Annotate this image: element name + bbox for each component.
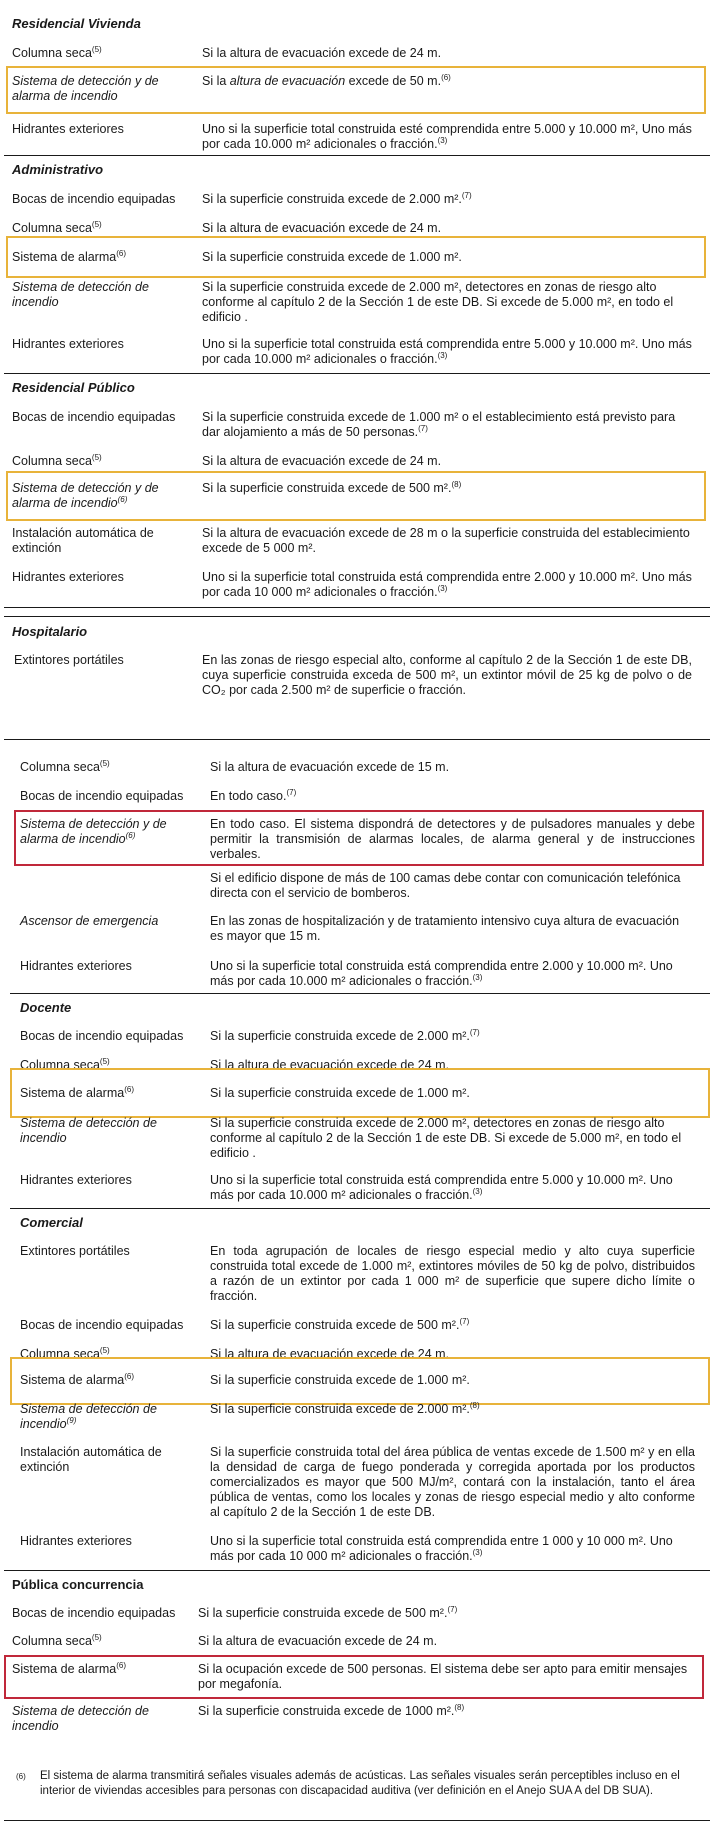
row-label-columna-seca: Columna seca$^{(5)}$: [20, 1346, 110, 1361]
divider: [4, 373, 710, 374]
row-desc-hidrantes: Uno si la superficie total construida esté comprendida entre 5.000 y 10.000 m², Uno más por cada 10.000 m² adicionales o fracción.$^{(3)}$: [202, 122, 692, 151]
row-label-bocas: Bocas de incendio equipadas: [12, 192, 176, 206]
row-desc-sistema-alarma: Si la superficie construida excede de 1.000 m².: [202, 250, 462, 264]
row-label-sistema-deteccion: Sistema de detección de incendio: [12, 1704, 149, 1733]
row-label-sistema-deteccion: Sistema de detección y de alarma de incendio$^{(6)}$: [20, 817, 167, 846]
row-desc-bocas: En todo caso.$^{(7)}$: [210, 788, 297, 803]
row-label-hidrantes: Hidrantes exteriores: [12, 122, 124, 136]
row-desc-comunicacion: Si el edificio dispone de más de 100 camas debe contar con comunicación telefónica directa con el servicio de bomberos.: [210, 871, 681, 900]
row-label-bocas: Bocas de incendio equipadas: [12, 410, 176, 424]
row-desc-sistema-deteccion: Si la superficie construida excede de 500 m².$^{(8)}$: [202, 480, 462, 495]
row-label-hidrantes: Hidrantes exteriores: [20, 1173, 132, 1187]
divider: [4, 616, 710, 617]
row-desc-sistema-alarma: Si la superficie construida excede de 1.000 m².: [210, 1086, 470, 1100]
footnote-text: El sistema de alarma transmitirá señales visuales además de acústicas. Las señales visuales serán perceptibles incluso en el interior de viviendas accesibles para personas con discapacidad auditiva (ver definición en el Anejo SUA A del DB SUA).: [40, 1770, 680, 1797]
divider: [4, 607, 710, 608]
row-label-sistema-alarma: Sistema de alarma$^{(6)}$: [12, 1661, 126, 1676]
row-desc-columna-seca: Si la altura de evacuación excede de 24 m.: [202, 221, 442, 235]
section-title-hospitalario: Hospitalario: [12, 624, 88, 639]
row-label-hidrantes: Hidrantes exteriores: [12, 570, 124, 584]
divider: [10, 1208, 710, 1209]
row-label-columna-seca: Columna seca$^{(5)}$: [20, 1057, 110, 1072]
row-desc-sistema-deteccion: Si la superficie construida excede de 1000 m².$^{(8)}$: [198, 1703, 465, 1718]
row-label-columna-seca: Columna seca$^{(5)}$: [20, 759, 110, 774]
row-label-instalacion-automatica: Instalación automática de extinción: [20, 1445, 162, 1474]
section-title-residencial-vivienda: Residencial Vivienda: [12, 16, 141, 31]
row-label-columna-seca: Columna seca$^{(5)}$: [12, 220, 102, 235]
row-label-sistema-alarma: Sistema de alarma$^{(6)}$: [12, 249, 126, 264]
row-desc-ascensor: En las zonas de hospitalización y de tratamiento intensivo cuya altura de evacuación es mayor que 15 m.: [210, 914, 680, 943]
row-label-sistema-alarma: Sistema de alarma$^{(6)}$: [20, 1372, 134, 1387]
section-title-docente: Docente: [20, 1000, 72, 1015]
row-desc-hidrantes: Uno si la superficie total construida está comprendida entre 5.000 y 10.000 m². Uno más por cada 10.000 m² adicionales o fracción.$^{(3)}$: [202, 337, 692, 366]
row-label-sistema-deteccion: Sistema de detección de incendio$^{(9)}$: [20, 1402, 157, 1431]
row-desc-sistema-alarma: Si la ocupación excede de 500 personas. El sistema debe ser apto para emitir mensajes por megafonía.: [198, 1662, 688, 1691]
row-desc-hidrantes: Uno si la superficie total construida está comprendida entre 2.000 y 10.000 m². Uno más por cada 10 000 m² adicionales o fracción.$^{(3)}$: [202, 570, 692, 599]
row-label-sistema-deteccion: Sistema de detección y de alarma de incendio$^{(6)}$: [12, 481, 159, 510]
row-desc-hidrantes: Uno si la superficie total construida está comprendida entre 1 000 y 10 000 m². Uno más por cada 10 000 m² adicionales o fracción.$^{(3)}$: [210, 1534, 673, 1563]
row-label-extintores: Extintores portátiles: [14, 653, 124, 667]
row-desc-columna-seca: Si la altura de evacuación excede de 24 m.: [210, 1058, 450, 1072]
row-desc-sistema-deteccion: En todo caso. El sistema dispondrá de detectores y de pulsadores manuales y debe permitir la transmisión de alarmas locales, de alarma general y de instrucciones verbales.: [210, 817, 695, 861]
row-desc-bocas: Si la superficie construida excede de 1.000 m² o el establecimiento está previsto para dar alojamiento a más de 50 personas.$^{(7)}$: [202, 410, 676, 439]
row-desc-columna-seca: Si la altura de evacuación excede de 24 m.: [202, 454, 442, 468]
row-desc-sistema-alarma: Si la superficie construida excede de 1.000 m².: [210, 1373, 470, 1387]
row-label-instalacion-automatica: Instalación automática de extinción: [12, 526, 154, 555]
row-desc-columna-seca: Si la altura de evacuación excede de 24 m.: [202, 46, 442, 60]
row-desc-sistema-deteccion: Si la altura de evacuación excede de 50 m.$^{(6)}$: [202, 73, 451, 88]
row-desc-columna-seca: Si la altura de evacuación excede de 24 m.: [198, 1634, 438, 1648]
row-label-bocas: Bocas de incendio equipadas: [20, 1318, 184, 1332]
row-desc-bocas: Si la superficie construida excede de 2.000 m².$^{(7)}$: [210, 1028, 480, 1043]
row-label-hidrantes: Hidrantes exteriores: [12, 337, 124, 351]
row-desc-bocas: Si la superficie construida excede de 500 m².$^{(7)}$: [198, 1605, 458, 1620]
section-title-publica-concurrencia: Pública concurrencia: [12, 1577, 144, 1592]
row-desc-extintores: En toda agrupación de locales de riesgo especial medio y alto cuya superficie construida total excede de 1.000 m², extintores móviles de 50 kg de polvo, distribuidos a razón de un extintor por cada 1 000 m² de superficie que supere dicho límite o fracción.: [210, 1244, 695, 1303]
row-desc-hidrantes: Uno si la superficie total construida está comprendida entre 2.000 y 10.000 m². Uno más por cada 10.000 m² adicionales o fracción.$^{(3)}$: [210, 959, 673, 988]
divider: [4, 155, 710, 156]
row-desc-bocas: Si la superficie construida excede de 500 m².$^{(7)}$: [210, 1317, 470, 1332]
row-desc-instalacion-automatica: Si la altura de evacuación excede de 28 m o la superficie construida del establecimiento excede de 5 000 m².: [202, 526, 690, 555]
footnote-number: (6): [16, 1772, 26, 1781]
row-label-bocas: Bocas de incendio equipadas: [12, 1606, 176, 1620]
section-title-administrativo: Administrativo: [12, 162, 104, 177]
row-label-extintores: Extintores portátiles: [20, 1244, 130, 1258]
row-label-hidrantes: Hidrantes exteriores: [20, 959, 132, 973]
row-desc-columna-seca: Si la altura de evacuación excede de 15 m.: [210, 760, 450, 774]
row-desc-sistema-deteccion: Si la superficie construida excede de 2.000 m².$^{(8)}$: [210, 1401, 480, 1416]
row-desc-bocas: Si la superficie construida excede de 2.000 m².$^{(7)}$: [202, 191, 472, 206]
row-label-ascensor: Ascensor de emergencia: [20, 914, 159, 928]
row-desc-instalacion-automatica: Si la superficie construida total del área pública de ventas excede de 1.500 m² y en ella la densidad de carga de fuego ponderada y corregida aportada por los productos comercializados es mayor que 500 MJ/m², contará con la instalación, tanto el área pública de ventas, como los locales y zonas de riesgo especial medio y alto conforme al capítulo 2 de la Sección 1 de este DB.: [210, 1445, 695, 1519]
divider: [4, 1570, 710, 1571]
row-label-columna-seca: Columna seca$^{(5)}$: [12, 45, 102, 60]
row-label-bocas: Bocas de incendio equipadas: [20, 789, 184, 803]
row-desc-hidrantes: Uno si la superficie total construida está comprendida entre 5.000 y 10.000 m². Uno más por cada 10.000 m² adicionales o fracción.$^{(3)}$: [210, 1173, 673, 1202]
row-label-hidrantes: Hidrantes exteriores: [20, 1534, 132, 1548]
section-title-residencial-publico: Residencial Público: [12, 380, 135, 395]
row-desc-sistema-deteccion: Si la superficie construida excede de 2.000 m², detectores en zonas de riesgo alto conforme al capítulo 2 de la Sección 1 de este DB. Si excede de 5.000 m², en todo el edificio .: [202, 280, 674, 324]
row-label-sistema-deteccion: Sistema de detección de incendio: [20, 1116, 157, 1145]
divider: [4, 739, 710, 740]
row-desc-sistema-deteccion: Si la superficie construida excede de 2.000 m², detectores en zonas de riesgo alto conforme al capítulo 2 de la Sección 1 de este DB. Si excede de 5.000 m², en todo el edificio .: [210, 1116, 682, 1160]
row-label-columna-seca: Columna seca$^{(5)}$: [12, 453, 102, 468]
row-label-sistema-alarma: Sistema de alarma$^{(6)}$: [20, 1085, 134, 1100]
section-title-comercial: Comercial: [20, 1215, 83, 1230]
row-label-columna-seca: Columna seca$^{(5)}$: [12, 1633, 102, 1648]
divider: [10, 993, 710, 994]
row-label-sistema-deteccion: Sistema de detección y de alarma de incendio: [12, 74, 159, 103]
row-label-sistema-deteccion: Sistema de detección de incendio: [12, 280, 149, 309]
row-label-bocas: Bocas de incendio equipadas: [20, 1029, 184, 1043]
row-desc-columna-seca: Si la altura de evacuación excede de 24 m.: [210, 1347, 450, 1361]
divider: [4, 1820, 710, 1821]
row-desc-extintores: En las zonas de riesgo especial alto, conforme al capítulo 2 de la Sección 1 de este DB, cuya superficie construida exceda de 500 m², un extintor móvil de 25 kg de polvo o de CO₂ por cada 2.500 m² de superficie o fracción.: [202, 653, 692, 697]
